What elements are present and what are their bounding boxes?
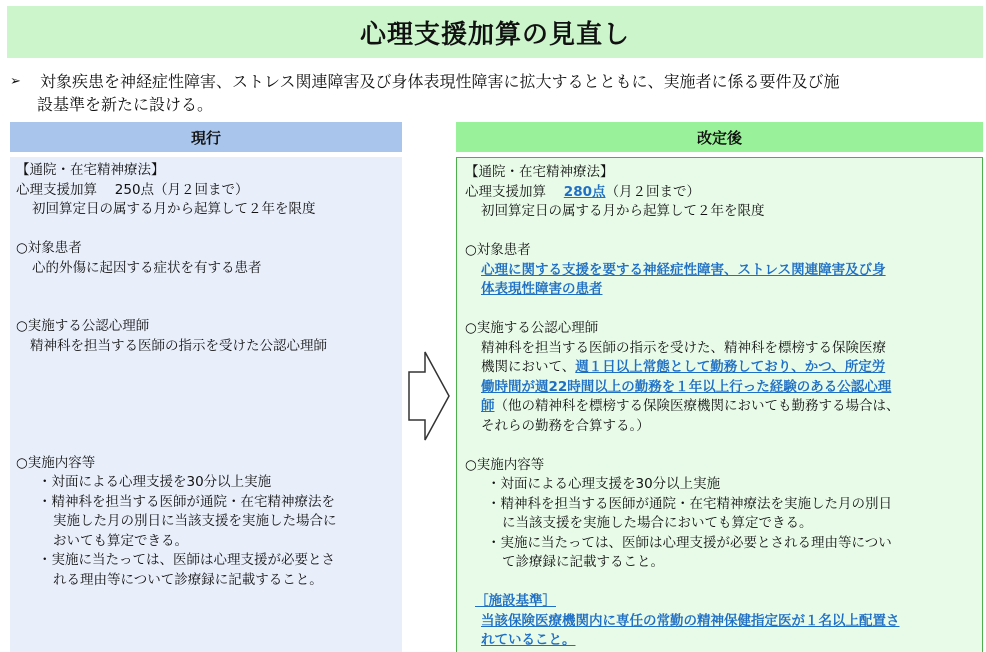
revised-staff-line <box>465 358 974 378</box>
revised-staff-text: （他の精神科を標榜する保険医療機関においても勤務する場合は、 <box>494 398 900 414</box>
revised-fee-points: 280点 <box>563 183 606 200</box>
revised-fee-rest: （月２回まで） <box>605 183 700 200</box>
revised-fee-label: 心理支援加算 <box>465 183 564 200</box>
summary <box>10 70 980 116</box>
current-limit: 初回算定日の属する月から起算して２年を限度 <box>32 201 316 217</box>
revised-content-item: に当該支援を実施した場合においても算定できる。 <box>502 515 813 531</box>
current-staff: 精神科を担当する医師の指示を受けた公認心理師 <box>30 337 327 354</box>
revised-content-item: て診療録に記載すること。 <box>502 554 664 570</box>
summary-line-1: 対象疾患を神経症性障害、ストレス関連障害及び身体表現性障害に拡大するとともに、実施者に係る要件及び施 <box>40 72 840 91</box>
right-arrow-icon <box>407 350 451 442</box>
current-content-item: 実施した月の別日に当該支援を実施した場合に <box>53 513 337 529</box>
revised-patients-line: 心理に関する支援を要する神経症性障害、ストレス関連障害及び身 <box>481 261 886 278</box>
revised-staff-text: 機関において、 <box>481 359 576 375</box>
revised-content-item: ・実施に当たっては、医師は心理支援が必要とされる理由等につい <box>487 534 892 551</box>
arrow-bullet-icon: ➢ <box>10 74 21 89</box>
current-content-item: れる理由等について診療録に記載すること。 <box>53 571 323 588</box>
current-patients-heading: ○対象患者 <box>16 240 82 256</box>
revised-staff-highlight: 師 <box>481 398 495 414</box>
current-bracket: 【通院・在宅精神療法】 <box>16 162 165 178</box>
revised-staff-line: 精神科を担当する医師の指示を受けた、精神科を標榜する保険医療 <box>481 339 886 356</box>
current-content-item: ・精神科を担当する医師が通院・在宅精神療法を <box>38 493 335 510</box>
revised-staff-line: それらの勤務を合算する。） <box>481 417 650 434</box>
current-content-item: おいても算定できる。 <box>53 532 188 549</box>
revised-fee-line <box>465 183 974 203</box>
revised-header: 改定後 <box>456 122 983 152</box>
current-fee-line: 心理支援加算 250点（月２回まで） <box>16 181 249 198</box>
current-patients: 心的外傷に起因する症状を有する患者 <box>32 259 262 276</box>
current-content-item: ・実施に当たっては、医師は心理支援が必要とさ <box>38 552 335 568</box>
facility-line: 当該保険医療機関内に専任の常勤の精神保健指定医が１名以上配置さ <box>481 612 900 629</box>
revised-content-item: ・精神科を担当する医師が通院・在宅精神療法を実施した月の別日 <box>487 495 892 512</box>
revised-patients-heading: ○対象患者 <box>465 242 531 258</box>
revised-bracket: 【通院・在宅精神療法】 <box>465 164 614 180</box>
summary-line-2: 設基準を新たに設ける。 <box>37 95 214 114</box>
facility-heading: ［施設基準］ <box>475 593 556 609</box>
revised-content-item: ・対面による心理支援を30分以上実施 <box>487 476 721 492</box>
revised-staff-highlight: 週１日以上常態として勤務しており、かつ、所定労 <box>575 359 886 375</box>
title-banner <box>7 6 983 58</box>
current-content-heading: ○実施内容等 <box>16 454 96 471</box>
current-content-item: ・対面による心理支援を30分以上実施 <box>38 474 272 490</box>
revised-limit: 初回算定日の属する月から起算して２年を限度 <box>481 203 765 219</box>
revised-staff-line <box>465 397 974 417</box>
page-title: 心理支援加算の見直し <box>359 19 630 50</box>
revised-staff-highlight: 働時間が週22時間以上の勤務を１年以上行った経験のある公認心理 <box>481 378 892 395</box>
revised-panel <box>456 157 983 652</box>
current-header: 現行 <box>10 122 402 152</box>
current-staff-heading: ○実施する公認心理師 <box>16 318 150 334</box>
revised-staff-heading: ○実施する公認心理師 <box>465 320 599 336</box>
revised-patients-line: 体表現性障害の患者 <box>481 281 603 297</box>
revised-content-heading: ○実施内容等 <box>465 456 545 473</box>
current-panel <box>10 157 402 652</box>
facility-line: れていること。 <box>481 632 576 648</box>
